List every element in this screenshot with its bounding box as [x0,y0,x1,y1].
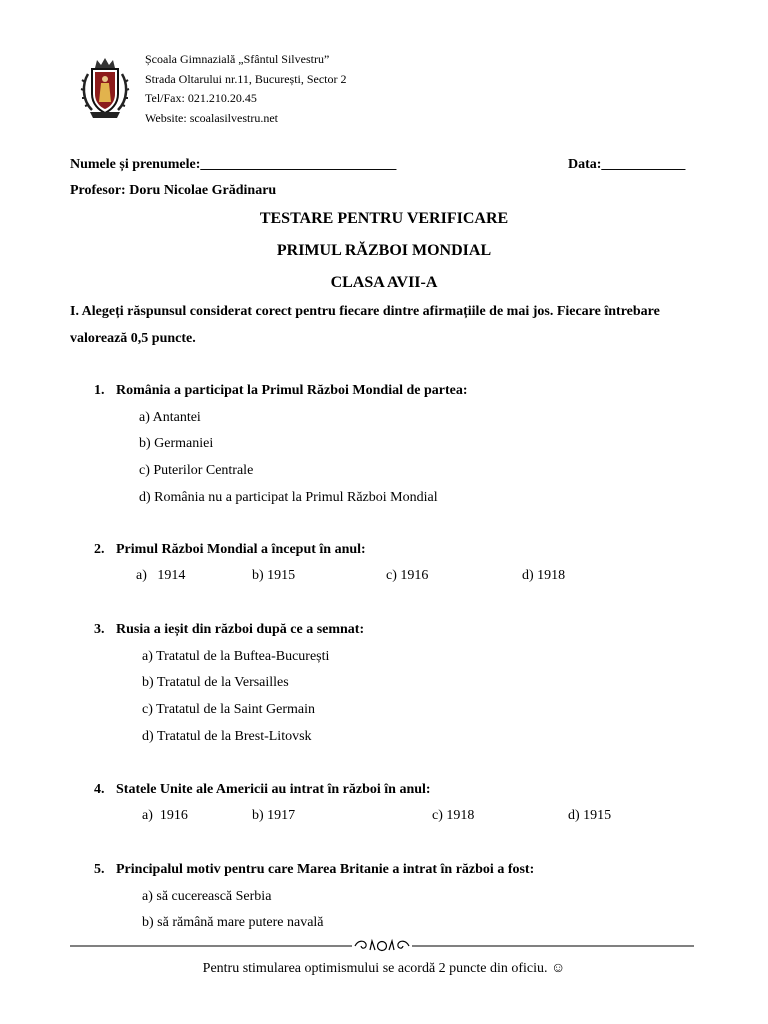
question-number: 5. [94,862,105,877]
q2-option-b: b) 1915 [252,568,296,583]
q4-option-b: b) 1917 [252,808,296,823]
question-5 [94,862,534,878]
question-text: Principalul motiv pentru care Marea Britanie a intrat în război a fost: [116,862,535,877]
divider-ornament-icon [355,941,409,951]
footer-note: Pentru stimularea optimismului se acordă 2 puncte din oficiu. ☺ [202,961,566,976]
teacher-label: Profesor: Doru Nicolae Grădinaru [70,183,277,198]
q3-option-b: b) Tratatul de la Versailles [142,675,289,690]
name-field-label: Numele și prenumele:____________________________ [70,157,397,172]
school-info [145,50,347,128]
question-text: România a participat la Primul Război Mondial de partea: [116,383,468,398]
q2-option-d: d) 1918 [522,568,566,583]
q3-option-a: a) Tratatul de la Buftea-București [142,649,330,664]
school-name: Școala Gimnazială „Sfântul Silvestru” [145,52,330,66]
date-field-label: Data:____________ [568,157,686,172]
q1-option-d: d) România nu a participat la Primul Război Mondial [139,490,438,505]
q4-option-d: d) 1915 [568,808,612,823]
q2-option-c: c) 1916 [386,568,429,583]
q4-option-c: c) 1918 [432,808,475,823]
school-crest-icon [80,52,130,124]
question-1 [94,383,468,399]
q5-option-a: a) să cucerească Serbia [142,889,272,904]
class-title: CLASA AVII-A [330,274,438,291]
question-4 [94,782,431,798]
q4-option-a: a) 1916 [142,808,188,823]
question-number: 3. [94,622,105,637]
instructions: I. Alegeți răspunsul considerat corect pentru fiecare dintre afirmațiile de mai jos. Fiecare întrebare valorează 0,5 puncte. [70,304,660,346]
question-number: 2. [94,542,105,557]
question-3 [94,622,364,638]
q1-option-a: a) Antantei [139,410,201,425]
footer-divider [70,936,694,956]
question-text: Primul Război Mondial a început în anul: [116,542,366,557]
question-text: Rusia a ieșit din război după ce a semnat: [116,622,365,637]
school-phone: Tel/Fax: 021.210.20.45 [145,91,257,105]
q3-option-d: d) Tratatul de la Brest-Litovsk [142,729,312,744]
subject-title: PRIMUL RĂZBOI MONDIAL [276,242,492,259]
q5-option-b: b) să rămână mare putere navală [142,915,324,930]
q3-option-c: c) Tratatul de la Saint Germain [142,702,316,717]
school-website: Website: scoalasilvestru.net [145,110,278,125]
question-2 [94,542,366,558]
q1-option-c: c) Puterilor Centrale [139,463,254,478]
test-title: TESTARE PENTRU VERIFICARE [259,210,509,227]
question-text: Statele Unite ale Americii au intrat în război în anul: [116,782,431,797]
school-address: Strada Oltarului nr.11, București, Sector 2 [145,71,347,86]
q2-option-a: a) 1914 [136,568,186,583]
question-number: 1. [94,383,105,398]
question-number: 4. [94,782,105,797]
q1-option-b: b) Germaniei [139,436,214,451]
